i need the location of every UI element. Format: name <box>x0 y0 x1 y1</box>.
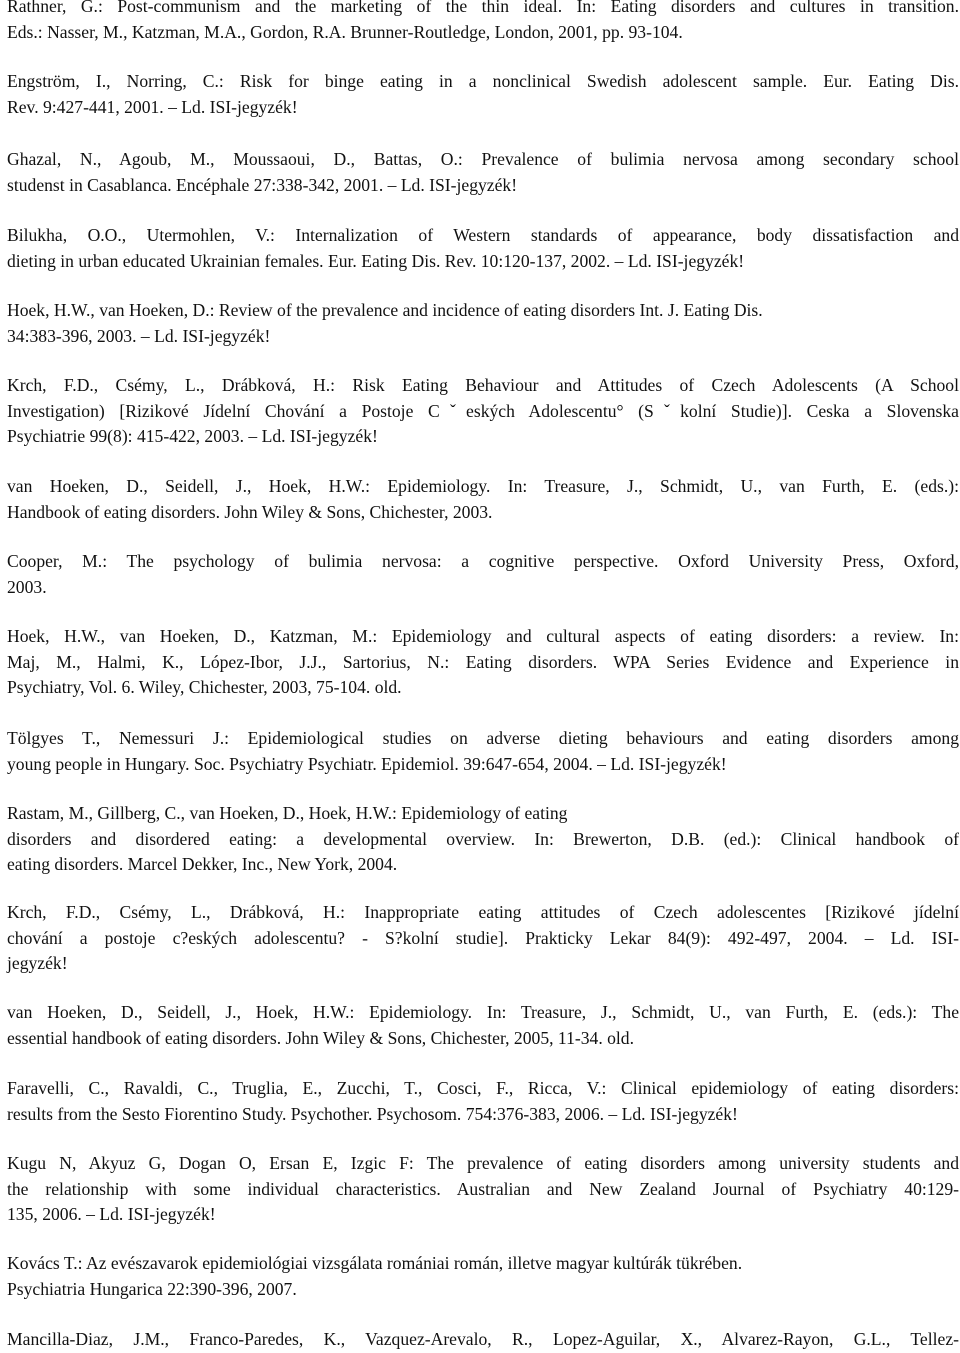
reference-line: essential handbook of eating disorders. John Wiley & Sons, Chichester, 2005, 11-34. old. <box>7 1027 634 1048</box>
reference-line: Rev. 9:427-441, 2001. – Ld. ISI-jegyzék! <box>7 96 298 117</box>
reference-line: jegyzék! <box>7 953 68 973</box>
reference-line: Psychiatry, Vol. 6. Wiley, Chichester, 2003, 75-104. old. <box>7 677 402 697</box>
reference-line: Mancilla-Diaz, J.M., Franco-Paredes, K., Vazquez-Arevalo, R., Lopez-Aguilar, X., Alvarez-Rayon, G.L., Tellez- <box>7 1329 959 1349</box>
reference-entry <box>7 726 959 777</box>
reference-line: results from the Sesto Fiorentino Study. Psychother. Psychosom. 754:376-383, 2006. – Ld. ISI-jegyzék! <box>7 1103 738 1124</box>
reference-line: 34:383-396, 2003. – Ld. ISI-jegyzék! <box>7 325 271 346</box>
reference-line: Krch, F.D., Csémy, L., Drábková, H.: Risk Eating Behaviour and Attitudes of Czech Adolescents (A School <box>7 375 959 395</box>
reference-line: Kugu N, Akyuz G, Dogan O, Ersan E, Izgic F: The prevalence of eating disorders among university students and <box>7 1153 959 1173</box>
reference-entry <box>7 147 959 198</box>
reference-line: young people in Hungary. Soc. Psychiatry Psychiatr. Epidemiol. 39:647-654, 2004. – Ld. ISI-jegyzék! <box>7 753 727 774</box>
reference-line: Cooper, M.: The psychology of bulimia nervosa: a cognitive perspective. Oxford University Press, Oxford, <box>7 551 959 571</box>
reference-line: Tölgyes T., Nemessuri J.: Epidemiological studies on adverse dieting behaviours and eating disorders among <box>7 728 959 748</box>
reference-line: eating disorders. Marcel Dekker, Inc., New York, 2004. <box>7 854 398 874</box>
reference-line: the relationship with some individual characteristics. Australian and New Zealand Journal of Psychiatry 40:129- <box>7 1178 959 1199</box>
reference-entry <box>7 298 959 349</box>
reference-line: Hoek, H.W., van Hoeken, D., Katzman, M.: Epidemiology and cultural aspects of eating disorders: a review. In: <box>7 626 959 646</box>
reference-line: Psychiatria Hungarica 22:390-396, 2007. <box>7 1278 297 1299</box>
reference-entry <box>7 474 959 525</box>
reference-entry <box>7 624 959 701</box>
reference-line: Engström, I., Norring, C.: Risk for binge eating in a nonclinical Swedish adolescent sample. Eur. Eating Dis. <box>7 71 959 91</box>
reference-line: van Hoeken, D., Seidell, J., Hoek, H.W.: Epidemiology. In: Treasure, J., Schmidt, U., van Furth, E. (eds.): <box>7 476 959 496</box>
reference-line: dieting in urban educated Ukrainian females. Eur. Eating Dis. Rev. 10:120-137, 2002. – Ld. ISI-jegyzék! <box>7 250 745 271</box>
reference-entry <box>7 1151 959 1228</box>
reference-entry <box>7 900 959 977</box>
reference-line: Maj, M., Halmi, K., López-Ibor, J.J., Sartorius, N.: Eating disorders. WPA Series Evidence and Experience in <box>7 651 959 672</box>
reference-line: Eds.: Nasser, M., Katzman, M.A., Gordon, R.A. Brunner-Routledge, London, 2001, pp. 93-104. <box>7 21 683 42</box>
reference-entry <box>7 223 959 274</box>
reference-entry <box>7 0 959 45</box>
reference-entry <box>7 1251 959 1302</box>
reference-line: van Hoeken, D., Seidell, J., Hoek, H.W.: Epidemiology. In: Treasure, J., Schmidt, U., van Furth, E. (eds.): The <box>7 1002 959 1022</box>
reference-entry <box>7 69 959 120</box>
reference-line: studenst in Casablanca. Encéphale 27:338-342, 2001. – Ld. ISI-jegyzék! <box>7 174 518 195</box>
reference-line: 2003. <box>7 576 47 597</box>
reference-line: Investigation) [Rizikové Jídelní Chování a Postoje Cˇeských Adolescentu° (Sˇkolní Studie)]. Ceska a Slovenska <box>7 400 959 421</box>
reference-line: disorders and disordered eating: a developmental overview. In: Brewerton, D.B. (ed.): Clinical handbook of <box>7 828 959 849</box>
reference-line: Bilukha, O.O., Utermohlen, V.: Internalization of Western standards of appearance, body dissatisfaction and <box>7 225 959 245</box>
reference-line: Rathner, G.: Post-communism and the marketing of the thin ideal. In: Eating disorders and cultures in transition. <box>7 0 959 16</box>
reference-line: Krch, F.D., Csémy, L., Drábková, H.: Inappropriate eating attitudes of Czech adolescentes [Rizikové jídelní <box>7 902 959 922</box>
reference-entry <box>7 1327 959 1353</box>
reference-line: Ghazal, N., Agoub, M., Moussaoui, D., Battas, O.: Prevalence of bulimia nervosa among secondary school <box>7 149 959 169</box>
reference-line: Faravelli, C., Ravaldi, C., Truglia, E., Zucchi, T., Cosci, F., Ricca, V.: Clinical epidemiology of eating disorders: <box>7 1078 959 1098</box>
reference-entry <box>7 549 959 600</box>
reference-line: Rastam, M., Gillberg, C., van Hoeken, D., Hoek, H.W.: Epidemiology of eating <box>7 803 568 823</box>
reference-line: Psychiatrie 99(8): 415-422, 2003. – Ld. ISI-jegyzék! <box>7 426 378 446</box>
reference-line: Hoek, H.W., van Hoeken, D.: Review of the prevalence and incidence of eating disorders Int. J. Eating Dis. <box>7 300 763 320</box>
reference-entry <box>7 801 959 878</box>
reference-entry <box>7 1076 959 1127</box>
reference-line: Kovács T.: Az evészavarok epidemiológiai vizsgálata romániai román, illetve magyar kultúrák tükrében. <box>7 1253 743 1273</box>
reference-line: 135, 2006. – Ld. ISI-jegyzék! <box>7 1204 216 1224</box>
reference-line: Handbook of eating disorders. John Wiley & Sons, Chichester, 2003. <box>7 501 493 522</box>
reference-entry <box>7 373 959 450</box>
reference-line: chování a postoje c?eských adolescentu? - S?kolní studie]. Prakticky Lekar 84(9): 492-497, 2004. – Ld. ISI- <box>7 927 959 948</box>
reference-entry <box>7 1000 959 1051</box>
